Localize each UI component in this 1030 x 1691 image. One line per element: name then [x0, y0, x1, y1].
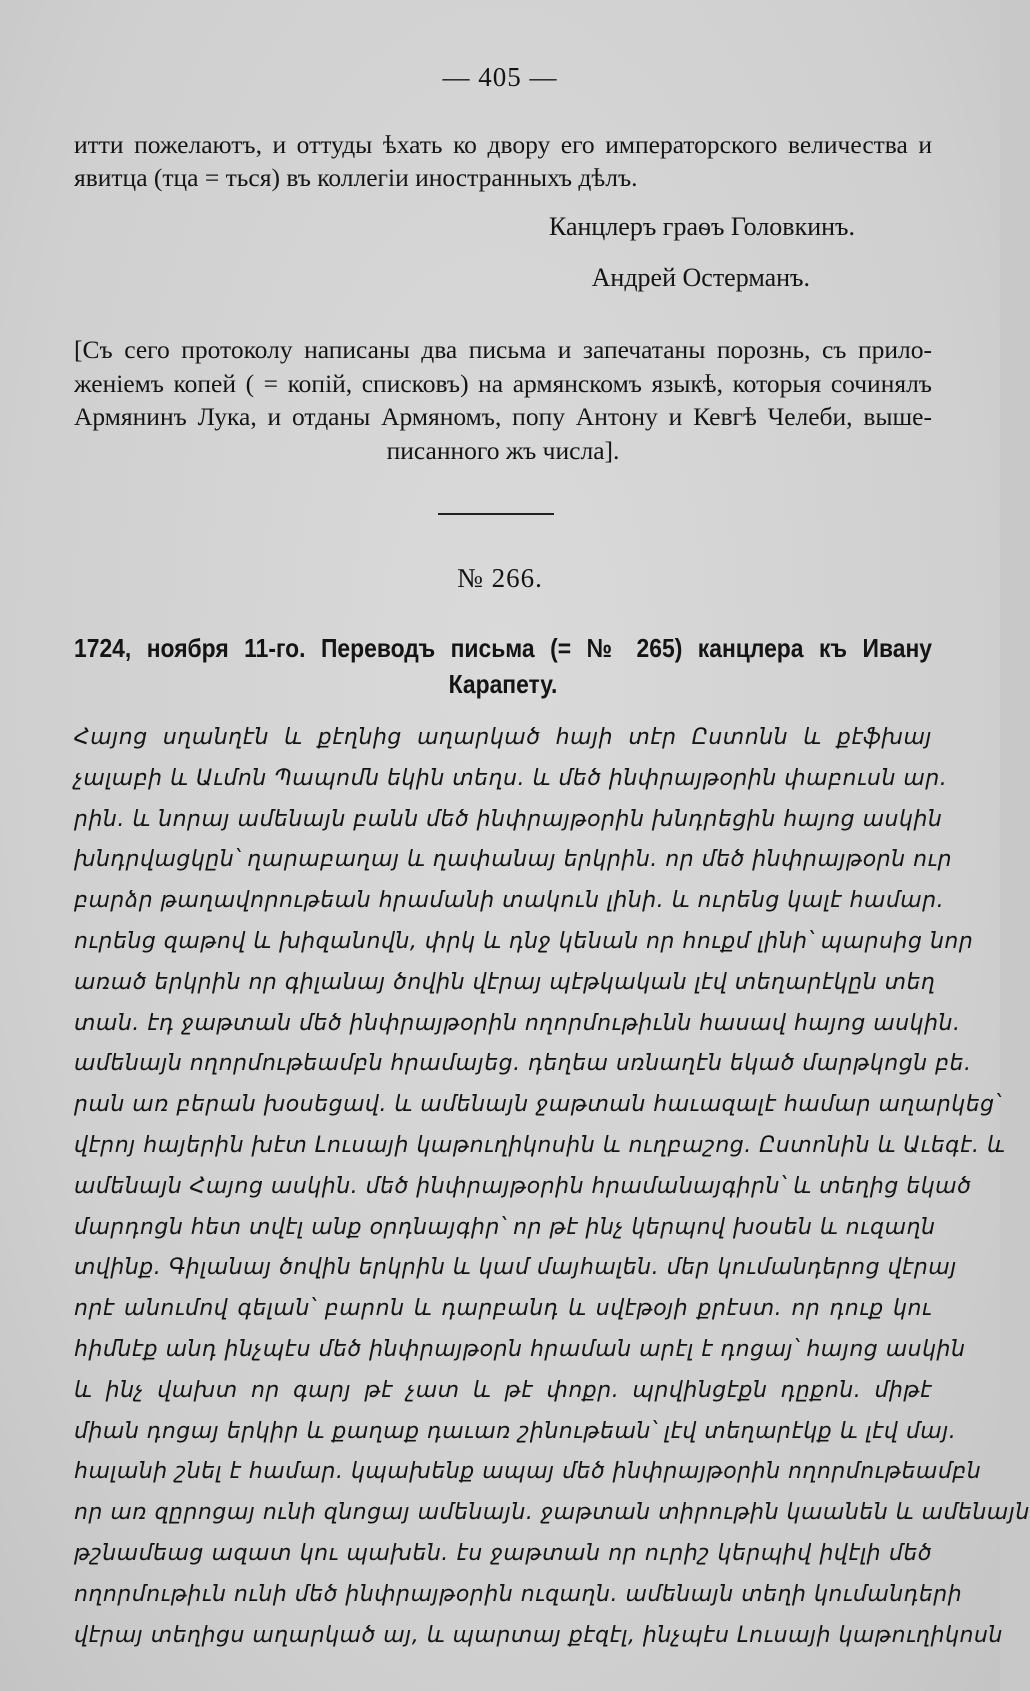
armenian-text-line: րին. և նորայ ամենայն բանն մեծ ինփրայթօրին խնդրեցին հայոց ասկին — [74, 806, 943, 832]
armenian-text-line: ուրենց զաթով և խիզանովն, փրկ և դնջ կենան որ հուքմ լինի՝ պարսից նոր — [74, 928, 974, 954]
armenian-text-line: վէրոյ հայերին խէտ Լուսայի կաթուղիկոսին և ուղբաշոց. Ըստոնին և Աւեգէ. և — [74, 1132, 1006, 1158]
armenian-text-line: ամենայն ողորմութեամբն հրամայեց. դեղեա սռնաղէն եկած մարթկոցն բե. — [74, 1051, 972, 1077]
armenian-text-line: մարդոցն հետ տվէլ անք օրդնայգիր՝ որ թէ ինչ կերպով խօսեն և ուզաղն — [74, 1214, 936, 1240]
protocol-note — [74, 333, 932, 467]
note-line: Армянинъ Лука, и отданы Армяномъ, попу Антону и Кевгѣ Челеби, выше- — [74, 402, 932, 431]
document-heading — [74, 630, 932, 702]
signature-golovkin: Канцлеръ граѳъ Головкинъ. — [548, 212, 855, 241]
note-line: [Съ сего протоколу написаны два письма и запечатаны порознь, съ прило- — [74, 335, 932, 364]
document-number: № 266. — [457, 563, 543, 593]
armenian-text-line: խնդրվացկըն՝ ղարաբաղայ և ղափանայ երկրին. որ մեծ ինփրայթօրն ուր — [74, 847, 953, 873]
armenian-text-line: և ինչ վախտ որ գարյ թէ չատ և թէ փոքր. պրվինցէքն դըքոն. միթէ — [74, 1377, 932, 1403]
armenian-text-line: րան առ բերան խօսեցավ. և ամենայն ջաթտան հաւազալէ համար աղարկեց՝ — [74, 1092, 1001, 1118]
armenian-text-line: ամենայն Հայոց ասկին. մեծ ինփրայթօրին հրամանայգիրն՝ և տեղից եկած — [74, 1173, 972, 1199]
armenian-text-line: որէ անումով գելան՝ բարոն և դարբանդ և սվէթօյի քրէստ. որ դուք կու — [74, 1296, 932, 1322]
armenian-text-line: ողորմութիւն ունի մեծ ինփրայթօրին ուզաղն. ամենայն տեղի կումանդերի — [74, 1581, 963, 1607]
section-divider — [438, 513, 554, 515]
heading-line: Карапету. — [448, 669, 558, 699]
armenian-text-line: թշնամեաց ազատ կու պախեն. էս ջաթտան որ ուրիշ կերպիվ իվէլի մեծ — [74, 1540, 932, 1566]
armenian-text-line: չալաբի և Աւմոն Պապոմն եկին տեղս. և մեծ ինփրայթօրին փաբուսն ար. — [74, 765, 948, 791]
armenian-text-line: Հայոց սղանղէն և քէղնից աղարկած հայի տէր Ըստոնն և քէֆխայ — [74, 725, 932, 750]
page-number: — 405 — — [442, 62, 558, 92]
armenian-letter-text — [74, 718, 1030, 1656]
armenian-text-line: տան. էդ ջաթտան մեծ ինփրայթօրին ողորմութիւնն հասավ հայոց ասկին. — [74, 1010, 961, 1036]
armenian-text-line: հալանի շնել է համար. կպախենք ապայ մեծ ինփրայթօրին ողորմութեամբն — [74, 1459, 982, 1485]
signature-osterman: Андрей Остерманъ. — [591, 263, 810, 292]
note-line: женiемъ копей ( = копiй, списковъ) на армянскомъ языкѣ, которыя сочинялъ — [74, 368, 932, 398]
heading-line: 1724, ноября 11-го. Переводъ письма (= № 265) канцлера къ Ивану — [74, 633, 932, 663]
armenian-text-line: առած երկրին որ գիլանայ ծովին վէրայ պէթկական լէվ տեղարէկըն տեղ — [74, 969, 936, 995]
opening-paragraph: итти пожелаютъ, и оттуды ѣхать ко двору его императорского величества и явитца (тца = ться) въ коллегiи иностранныхъ дѣлъ. — [74, 130, 932, 192]
armenian-text-line: տվինք. Գիլանայ ծովին երկրին և կամ մայհալեն. մեր կումանդերոց վէրայ — [74, 1255, 957, 1281]
armenian-text-line: հիմնէք անդ ինչպէս մեծ ինփրայթօրն հրաման արէլ է դոցայ՝ հայոց ասկին — [74, 1336, 966, 1362]
armenian-text-line: որ առ զըրոցայ ունի զնոցայ ամենայն. ջաթտան տիրութին կաանեն և ամենայն — [74, 1500, 1030, 1526]
armenian-text-line: բարձր թաղավորութեան հրամանի տակուն լինի. և ուրենց կալէ համար. — [74, 888, 945, 914]
armenian-text-line: միան դոցայ երկիր և քաղաք դաւառ շինութեան՝ լէվ տեղարէկք և լէվ մայ. — [74, 1418, 957, 1444]
armenian-text-line: վէրայ տեղիցս աղարկած այ, և պարտայ քէզէլ, ինչպէս Լուսայի կաթուղիկոսն — [74, 1622, 1003, 1648]
note-line: писанного жъ числа]. — [386, 435, 620, 465]
